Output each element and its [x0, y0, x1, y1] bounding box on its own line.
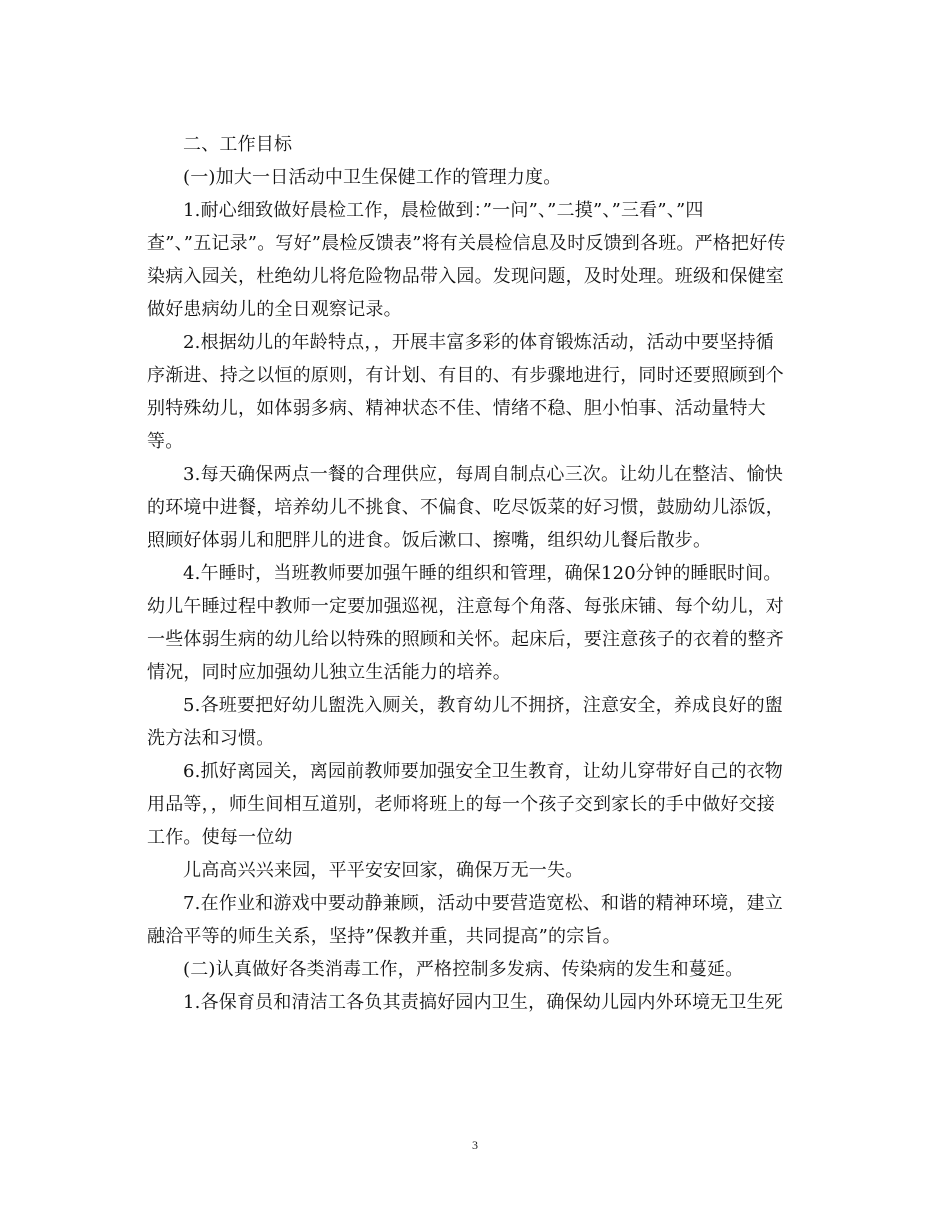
text-line: 一些体弱生病的幼儿给以特殊的照顾和关怀。起床后，要注意孩子的衣着的整齐 — [147, 629, 784, 650]
text-line: 二、工作目标 — [183, 134, 293, 155]
text-line: 3.每天确保两点一餐的合理供应，每周自制点心三次。让幼儿在整洁、愉快 — [183, 464, 783, 485]
text-line: 照顾好体弱儿和肥胖儿的进食。饭后漱口、擦嘴，组织幼儿餐后散步。 — [147, 530, 712, 551]
text-line: 查”、”五记录”。写好”晨检反馈表”将有关晨检信息及时反馈到各班。严格把好传 — [147, 233, 786, 254]
text-line: 2.根据幼儿的年龄特点，，开展丰富多彩的体育锻炼活动，活动中要坚持循 — [183, 332, 774, 353]
text-line: 别特殊幼儿，如体弱多病、精神状态不佳、情绪不稳、胆小怕事、活动量特大 — [147, 398, 766, 419]
text-line: 的环境中进餐，培养幼儿不挑食、不偏食、吃尽饭菜的好习惯，鼓励幼儿添饭， — [147, 497, 784, 518]
text-line: 儿高高兴兴来园，平平安安回家，确保万无一失。 — [183, 860, 584, 881]
text-line: 序渐进、持之以恒的原则，有计划、有目的、有步骤地进行，同时还要照顾到个 — [147, 365, 784, 386]
text-line: 洗方法和习惯。 — [147, 728, 275, 749]
text-line: 1.各保育员和清洁工各负其责搞好园内卫生，确保幼儿园内外环境无卫生死 — [183, 992, 783, 1013]
text-line: 等。 — [147, 431, 184, 452]
document-body — [147, 128, 802, 1019]
text-line: (二)认真做好各类消毒工作，严格控制多发病、传染病的发生和蔓延。 — [183, 959, 744, 980]
text-line: (一)加大一日活动中卫生保健工作的管理力度。 — [183, 167, 562, 188]
text-line: 用品等，，师生间相互道别，老师将班上的每一个孩子交到家长的手中做好交接 — [147, 794, 775, 815]
text-line: 4.午睡时，当班教师要加强午睡的组织和管理，确保120分钟的睡眠时间。 — [183, 563, 782, 584]
text-line: 情况，同时应加强幼儿独立生活能力的培养。 — [147, 662, 511, 683]
text-line: 融洽平等的师生关系，坚持”保教并重，共同提高”的宗旨。 — [147, 926, 621, 947]
text-line: 7.在作业和游戏中要动静兼顾，活动中要营造宽松、和谐的精神环境，建立 — [183, 893, 783, 914]
text-line: 幼儿午睡过程中教师一定要加强巡视，注意每个角落、每张床铺、每个幼儿，对 — [147, 596, 784, 617]
text-line: 5.各班要把好幼儿盥洗入厕关，教育幼儿不拥挤，注意安全，养成良好的盥 — [183, 695, 783, 716]
text-line: 做好患病幼儿的全日观察记录。 — [147, 299, 402, 320]
text-line: 1.耐心细致做好晨检工作，晨检做到：”一问”、”二摸”、”三看”、”四 — [183, 200, 704, 221]
text-line: 染病入园关，杜绝幼儿将危险物品带入园。发现问题，及时处理。班级和保健室 — [147, 266, 784, 287]
text-line: 工作。使每一位幼 — [147, 827, 293, 848]
page-number: 3 — [472, 1138, 478, 1152]
text-line: 6.抓好离园关，离园前教师要加强安全卫生教育，让幼儿穿带好自己的衣物 — [183, 761, 783, 782]
